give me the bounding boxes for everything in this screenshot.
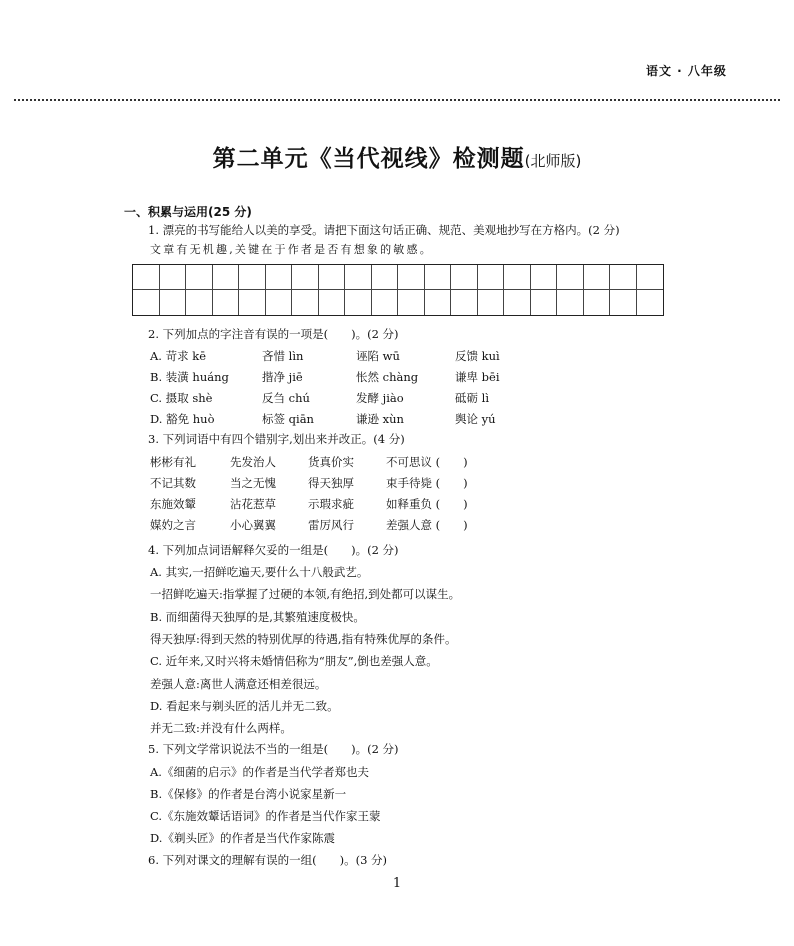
grid-cell[interactable] <box>160 265 187 290</box>
word-item: 差强人意 ( ) <box>386 518 468 532</box>
option-item: 舆论 yú <box>455 412 496 426</box>
question-2-stem: 2. 下列加点的字注音有误的一项是( )。(2 分) <box>148 327 399 341</box>
question-6-stem: 6. 下列对课文的理解有误的一组( )。(3 分) <box>148 853 388 867</box>
grid-cell[interactable] <box>239 290 266 315</box>
grid-cell[interactable] <box>319 290 346 315</box>
question-1-stem: 1. 漂亮的书写能给人以美的享受。请把下面这句话正确、规范、美观地抄写在方格内。(2 分) <box>148 223 620 237</box>
grid-cell[interactable] <box>425 290 452 315</box>
grid-cell[interactable] <box>345 290 372 315</box>
word-item: 不记其数 <box>150 476 196 490</box>
grid-cell[interactable] <box>584 290 611 315</box>
grid-cell[interactable] <box>213 265 240 290</box>
option-item: C. 摄取 shè <box>150 391 213 405</box>
question-4-stem: 4. 下列加点词语解释欠妥的一组是( )。(2 分) <box>148 543 399 557</box>
grid-cell[interactable] <box>451 290 478 315</box>
grid-cell[interactable] <box>239 265 266 290</box>
option-item: 怅然 chàng <box>356 370 419 384</box>
option-item: D. 豁免 huò <box>150 412 215 426</box>
grid-cell[interactable] <box>637 265 664 290</box>
question-4-line: 得天独厚:得到天然的特别优厚的待遇,指有特殊优厚的条件。 <box>150 631 457 646</box>
grid-cell[interactable] <box>372 265 399 290</box>
question-1-copy-text: 文章有无机趣,关键在于作者是否有想象的敏感。 <box>150 243 433 256</box>
word-item: 不可思议 ( ) <box>386 455 468 469</box>
question-4-line: 并无二致:并没有什么两样。 <box>150 721 292 736</box>
grid-cell[interactable] <box>610 265 637 290</box>
grid-cell[interactable] <box>186 290 213 315</box>
grid-cell[interactable] <box>557 290 584 315</box>
question-5-line: C.《东施效颦话语词》的作者是当代作家王蒙 <box>150 809 381 823</box>
word-item: 东施效颦 <box>150 497 196 511</box>
option-item: 谦卑 bēi <box>455 370 500 384</box>
word-item: 彬彬有礼 <box>150 455 196 469</box>
word-item: 小心翼翼 <box>230 518 276 532</box>
question-5-line: A.《细菌的启示》的作者是当代学者郑也夫 <box>150 765 369 779</box>
grid-cell[interactable] <box>292 290 319 315</box>
question-4-line: C. 近年来,又时兴将未婚情侣称为“朋友”,倒也差强人意。 <box>150 654 438 669</box>
question-5-line: D.《剃头匠》的作者是当代作家陈震 <box>150 831 335 845</box>
option-item: 诬陷 wū <box>356 349 400 363</box>
option-item: 反刍 chú <box>262 391 310 405</box>
handwriting-grid[interactable] <box>132 264 664 316</box>
grid-cell[interactable] <box>398 265 425 290</box>
grid-cell[interactable] <box>372 290 399 315</box>
grid-cell[interactable] <box>584 265 611 290</box>
page-title <box>0 140 794 173</box>
grid-cell[interactable] <box>478 265 505 290</box>
grid-cell[interactable] <box>345 265 372 290</box>
grid-cell[interactable] <box>266 290 293 315</box>
question-4-line: D. 看起来与剃头匠的活儿并无二致。 <box>150 698 339 713</box>
word-item: 沾花惹草 <box>230 497 276 511</box>
word-item: 雷厉风行 <box>308 518 354 532</box>
grid-cell[interactable] <box>398 290 425 315</box>
question-4-line: 一招鲜吃遍天:指掌握了过硬的本领,有绝招,到处都可以谋生。 <box>150 587 461 602</box>
header-dotted-divider <box>14 99 780 101</box>
word-item: 货真价实 <box>308 455 354 469</box>
question-4-line: B. 而细菌得天独厚的是,其繁殖速度极快。 <box>150 609 365 624</box>
grid-cell[interactable] <box>451 265 478 290</box>
option-item: 吝惜 lìn <box>262 349 304 363</box>
option-item: B. 装潢 huáng <box>150 370 229 384</box>
grid-cell[interactable] <box>266 265 293 290</box>
grid-cell[interactable] <box>637 290 664 315</box>
grid-cell[interactable] <box>504 290 531 315</box>
word-item: 示瑕求疵 <box>308 497 354 511</box>
grid-cell[interactable] <box>531 265 558 290</box>
grid-cell[interactable] <box>610 290 637 315</box>
option-item: 砥砺 lì <box>455 391 490 405</box>
page-title-main: 第二单元《当代视线》检测题 <box>212 146 525 172</box>
question-4-line: A. 其实,一招鲜吃遍天,要什么十八般武艺。 <box>150 565 369 579</box>
word-item: 媒妁之言 <box>150 518 196 532</box>
word-item: 先发治人 <box>230 455 276 469</box>
question-4-line: 差强人意:离世人满意还相差很远。 <box>150 676 327 691</box>
grid-cell[interactable] <box>504 265 531 290</box>
grid-cell[interactable] <box>133 290 160 315</box>
word-item: 束手待毙 ( ) <box>386 476 468 490</box>
page-title-edition: (北师版) <box>524 152 582 170</box>
grid-cell[interactable] <box>531 290 558 315</box>
grid-cell[interactable] <box>292 265 319 290</box>
grid-cell[interactable] <box>213 290 240 315</box>
page-number: 1 <box>392 876 402 891</box>
option-item: 发酵 jiào <box>356 391 404 405</box>
grid-cell[interactable] <box>160 290 187 315</box>
word-item: 得天独厚 <box>308 476 354 490</box>
grid-cell[interactable] <box>557 265 584 290</box>
grid-cell[interactable] <box>478 290 505 315</box>
grid-cell[interactable] <box>425 265 452 290</box>
question-5-stem: 5. 下列文学常识说法不当的一组是( )。(2 分) <box>148 742 399 756</box>
grid-cell[interactable] <box>319 265 346 290</box>
section-heading: 一、积累与运用(25 分) <box>124 205 252 219</box>
option-item: 标签 qiān <box>262 412 314 426</box>
word-item: 如释重负 ( ) <box>386 497 468 511</box>
grid-cell[interactable] <box>133 265 160 290</box>
option-item: 反馈 kuì <box>455 349 500 363</box>
grid-cell[interactable] <box>186 265 213 290</box>
question-5-line: B.《保修》的作者是台湾小说家星新一 <box>150 787 347 801</box>
option-item: A. 苛求 kē <box>150 349 207 363</box>
question-3-stem: 3. 下列词语中有四个错别字,划出来并改正。(4 分) <box>148 432 405 446</box>
option-item: 揩净 jiē <box>262 370 303 384</box>
option-item: 谦逊 xùn <box>356 412 404 426</box>
header-subject: 语文 · 八年级 <box>646 64 727 78</box>
word-item: 当之无愧 <box>230 476 276 490</box>
